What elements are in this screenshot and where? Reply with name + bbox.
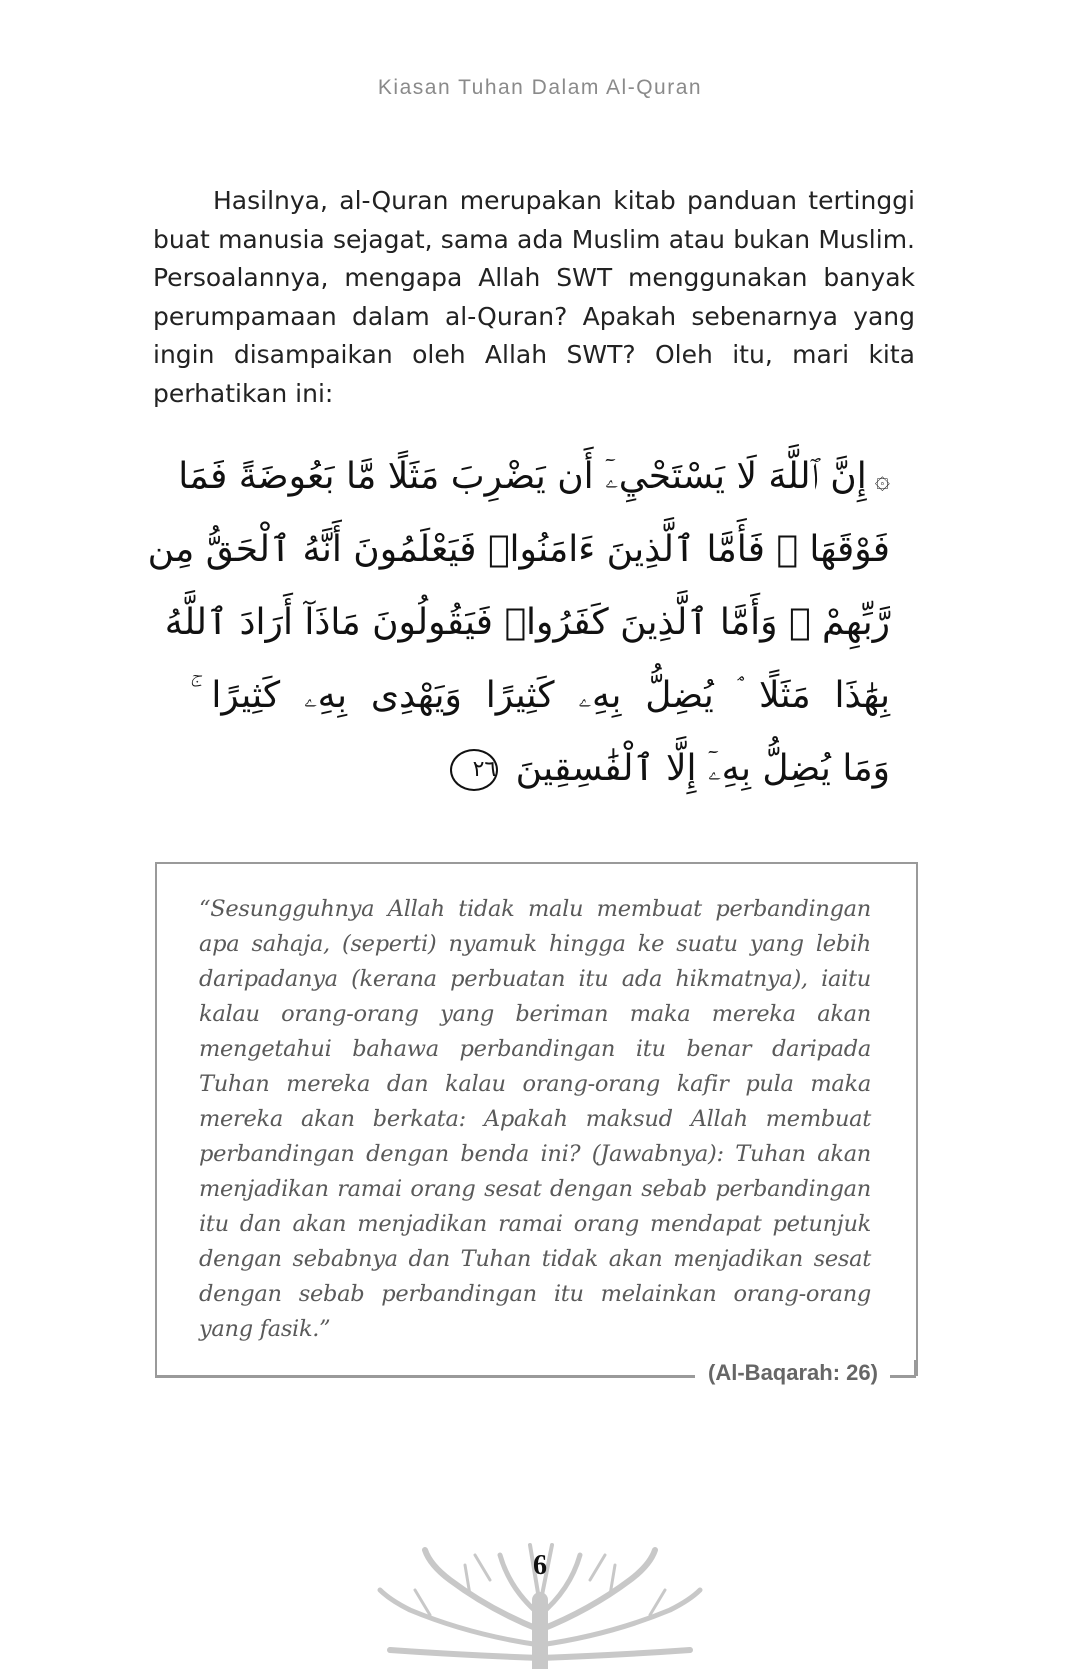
verse-line-1 xyxy=(178,440,890,513)
running-header-title: Kiasan Tuhan Dalam Al-Quran xyxy=(377,76,703,99)
box-divider-right xyxy=(890,1375,916,1378)
quran-verse xyxy=(147,440,890,805)
verse-line-4: بِهَٰذَا مَثَلًا ۘ يُضِلُّ بِهِۦ كَثِيرًا وَيَهْدِى بِهِۦ كَثِيرًا ۚ xyxy=(190,675,890,716)
verse-line-5 xyxy=(190,732,890,805)
ayah-number-marker: ٢٦ xyxy=(450,749,498,791)
box-corner xyxy=(914,1360,916,1377)
verse-line-3: رَّبِّهِمْ ۖ وَأَمَّا ٱلَّذِينَ كَفَرُوا۟ فَيَقُولُونَ مَاذَآ أَرَادَ ٱللَّهُ xyxy=(164,602,890,643)
box-divider-left xyxy=(155,1375,695,1378)
verse-line-1-text: إِنَّ ٱللَّهَ لَا يَسْتَحْيِۦٓ أَن يَضْرِبَ مَثَلًا مَّا بَعُوضَةً فَمَا xyxy=(178,456,867,497)
verse-line-5-text: وَمَا يُضِلُّ بِهِۦٓ إِلَّا ٱلْفَٰسِقِينَ xyxy=(515,748,890,789)
verse-line-2: فَوْقَهَا ۚ فَأَمَّا ٱلَّذِينَ ءَامَنُوا۟ فَيَعْلَمُونَ أَنَّهُ ٱلْحَقُّ مِن xyxy=(147,529,890,570)
page-number: 6 xyxy=(533,1550,547,1581)
body-paragraph: Hasilnya, al-Quran merupakan kitab panduan tertinggi buat manusia sejagat, sama ada Muslim atau bukan Muslim. Persoalannya, mengapa Allah SWT menggunakan banyak perumpamaan dalam al-Quran? Apakah sebenarnya yang ingin disampaikan oleh Allah SWT? Oleh itu, mari kita perhatikan ini: xyxy=(153,186,915,408)
translation-text: “Sesungguhnya Allah tidak malu membuat perbandingan apa sahaja, (seperti) nyamuk hingga ke suatu yang lebih daripadanya (kerana perbuatan itu ada hikmatnya), iaitu kalau orang-orang yang beriman maka mereka akan mengetahui bahawa perbandingan itu benar daripada Tuhan mereka dan kalau orang-orang kafir pula maka mereka akan berkata: Apakah maksud Allah membuat perbandingan dengan benda ini? (Jawabnya): Tuhan akan menjadikan ramai orang sesat dengan sebab perbandingan itu dan akan menjadikan ramai orang mendapat petunjuk dengan sebabnya dan Tuhan tidak akan menjadikan sesat dengan sebab perbandingan itu melainkan orang-orang yang fasik.” xyxy=(199,896,871,1342)
verse-citation: (Al-Baqarah: 26) xyxy=(708,1360,878,1385)
rosette-icon: ۞ xyxy=(874,465,890,495)
